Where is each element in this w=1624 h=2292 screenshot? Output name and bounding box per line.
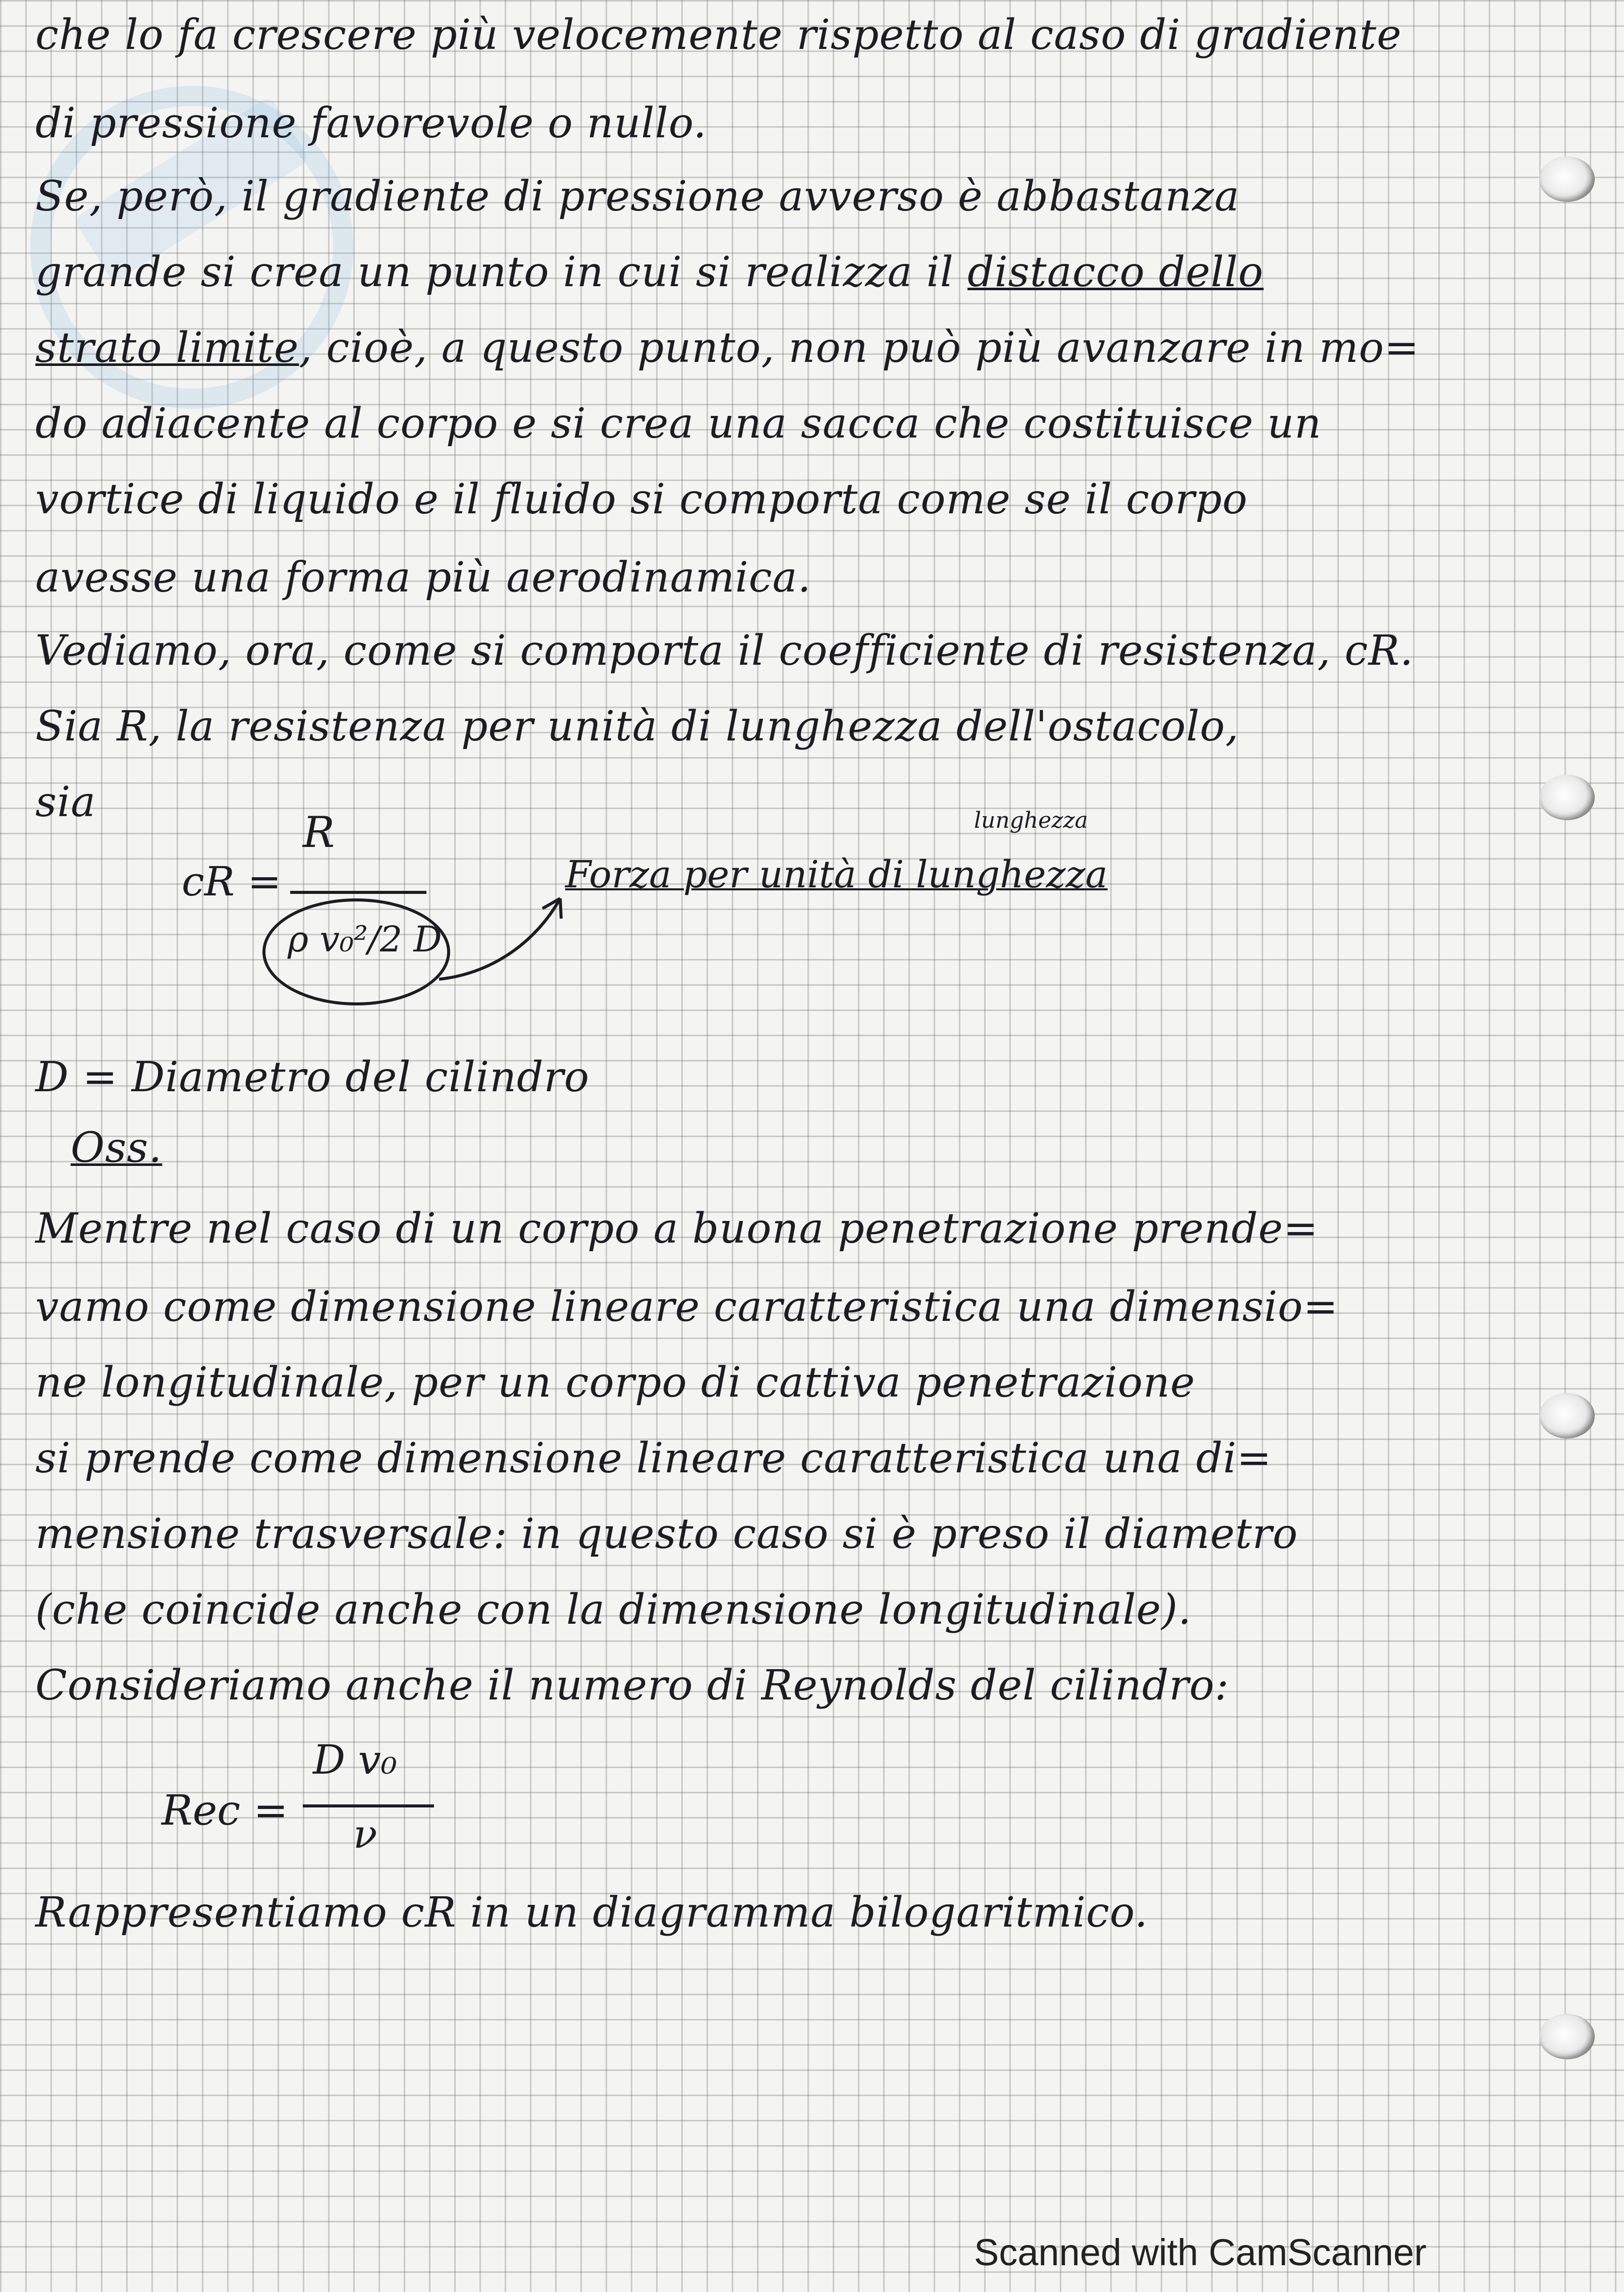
fraction-bar xyxy=(303,1804,434,1807)
text-line xyxy=(35,323,1594,374)
annotation-arrow xyxy=(434,878,580,989)
text-line: che lo fa crescere più velocemente rispetto al caso di gradiente xyxy=(35,11,1402,59)
text-line: Sia R, la resistenza per unità di lunghezza dell'ostacolo, xyxy=(35,703,1239,751)
text-fragment: , cioè, a questo punto, non può più avanzare in mo= xyxy=(299,324,1420,372)
text-line: mensione trasversale: in questo caso si è preso il diametro xyxy=(35,1510,1298,1558)
formula-re-numerator: D v₀ xyxy=(313,1736,397,1783)
annotation-small: lunghezza xyxy=(974,808,1088,833)
formula-re-lhs: Rec = xyxy=(161,1787,288,1835)
text-line: Se, però, il gradiente di pressione avverso è abbastanza xyxy=(35,173,1240,221)
text-line: si prende come dimensione lineare caratteristica una di= xyxy=(35,1434,1272,1482)
text-line: vortice di liquido e il fluido si comporta come se il corpo xyxy=(35,475,1248,523)
text-line: Consideriamo anche il numero di Reynolds del cilindro: xyxy=(35,1662,1229,1710)
formula-cr-numerator: R xyxy=(303,808,335,857)
text-fragment: grande si crea un punto in cui si realizza il xyxy=(35,248,968,296)
text-line: D = Diametro del cilindro xyxy=(35,1053,590,1101)
formula-cr-lhs: cR = xyxy=(182,858,282,905)
underlined-term: distacco dello xyxy=(967,248,1264,296)
text-line: do adiacente al corpo e si crea una sacca che costituisce un xyxy=(35,400,1322,448)
formula-cr-denominator: ρ v₀²/2 D xyxy=(288,919,442,960)
scanner-watermark: Scanned with CamScanner xyxy=(974,2231,1427,2273)
punch-hole xyxy=(1539,2014,1595,2059)
text-line: Mentre nel caso di un corpo a buona penetrazione prende= xyxy=(35,1205,1319,1253)
underlined-term: strato limite xyxy=(35,324,299,372)
text-line: di pressione favorevole o nullo. xyxy=(35,99,707,147)
text-line: ne longitudinale, per un corpo di cattiva penetrazione xyxy=(35,1359,1196,1407)
oss-heading: Oss. xyxy=(71,1124,163,1172)
annotation-label: Forza per unità di lunghezza xyxy=(565,853,1108,896)
text-line: vamo come dimensione lineare caratteristica una dimensio= xyxy=(35,1283,1339,1331)
text-line: avesse una forma più aerodinamica. xyxy=(35,554,811,602)
text-line: (che coincide anche con la dimensione longitudinale). xyxy=(35,1586,1192,1634)
text-line: sia xyxy=(35,778,96,826)
text-line: Rappresentiamo cR in un diagramma bilogaritmico. xyxy=(35,1889,1149,1937)
formula-re-denominator: ν xyxy=(353,1812,377,1857)
text-line xyxy=(35,247,1594,298)
text-line: Vediamo, ora, come si comporta il coefficiente di resistenza, cR. xyxy=(35,627,1414,675)
fraction-bar xyxy=(290,891,426,894)
